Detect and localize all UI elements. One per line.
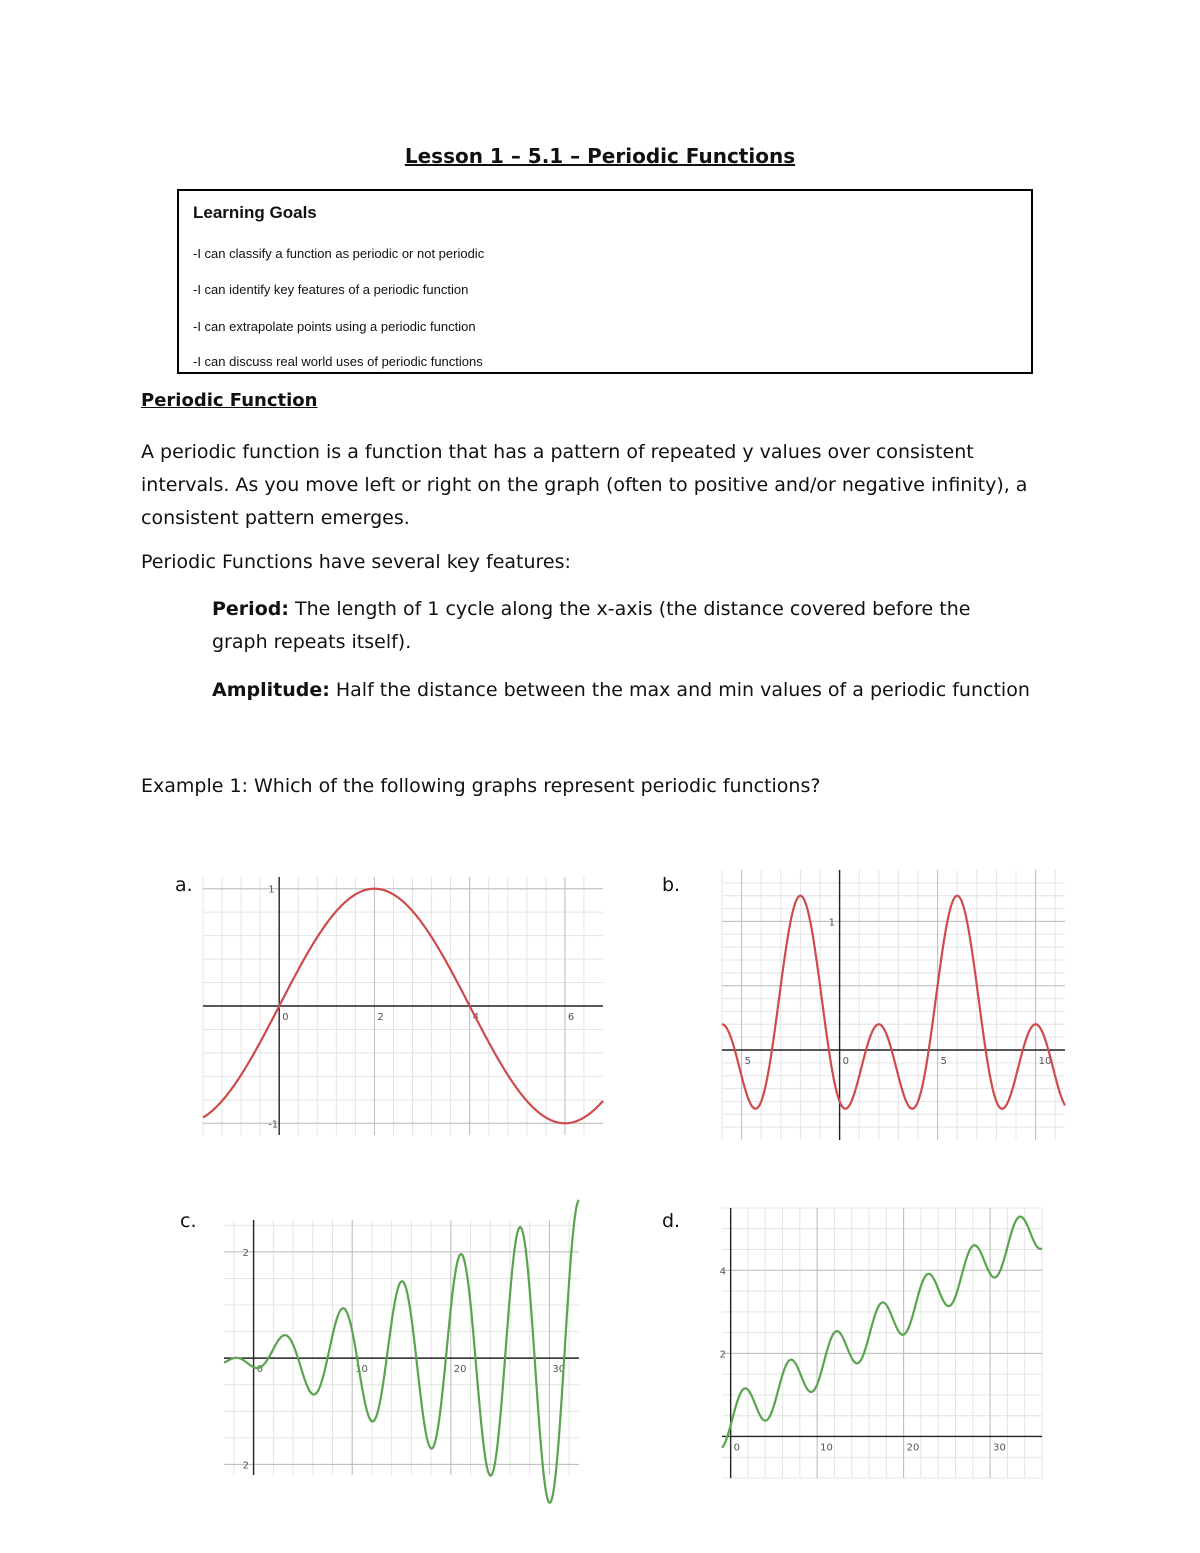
x-tick-label: 4 xyxy=(472,1012,480,1023)
amplitude-term: Amplitude: xyxy=(212,679,330,701)
y-tick-label: -1 xyxy=(268,1119,279,1131)
series-line xyxy=(722,896,1065,1109)
period-term: Period: xyxy=(212,598,289,620)
x-tick-label: 10 xyxy=(820,1442,833,1454)
y-tick-label: 2 xyxy=(242,1460,249,1472)
x-tick-label: 0 xyxy=(733,1442,741,1454)
period-text-continued: graph repeats itself). xyxy=(212,631,412,653)
y-tick-label: 2 xyxy=(719,1349,727,1361)
definition-paragraph: A periodic function is a function that has a pattern of repeated y values over consistent intervals. As you move left or right on the graph (often to positive and/or negative infinity), a consistent pattern emerges. xyxy=(141,441,1028,529)
page-title: Lesson 1 – 5.1 – Periodic Functions xyxy=(404,144,796,168)
x-tick-label: 0 xyxy=(842,1056,849,1067)
graph-d-label: d. xyxy=(662,1210,681,1232)
learning-goals-box xyxy=(177,189,1033,374)
x-tick-label: 2 xyxy=(377,1012,384,1023)
graph-a-label: a. xyxy=(175,874,193,896)
y-tick-label: 1 xyxy=(268,884,275,896)
y-tick-label: 4 xyxy=(719,1266,727,1278)
y-tick-label: 2 xyxy=(242,1247,249,1259)
amplitude-text: Half the distance between the max and min values of a periodic function xyxy=(329,679,1030,701)
graph-c xyxy=(224,1220,579,1475)
x-tick-label: 20 xyxy=(453,1364,467,1376)
graph-d xyxy=(719,1208,1042,1478)
graph-a xyxy=(203,877,603,1135)
goal-item: -I can discuss real world uses of periodic functions xyxy=(193,354,483,369)
x-tick-label: 5 xyxy=(940,1056,947,1067)
series-line xyxy=(224,1200,579,1503)
goal-item: -I can identify key features of a periodic function xyxy=(193,282,469,297)
learning-goals-heading: Learning Goals xyxy=(193,203,317,222)
x-tick-label: 0 xyxy=(282,1012,289,1023)
example-text: : Which of the following graphs represent periodic functions? xyxy=(241,775,821,797)
x-tick-label: 30 xyxy=(993,1442,1006,1454)
x-tick-label: 5 xyxy=(744,1056,751,1067)
goal-item: -I can extrapolate points using a periodic function xyxy=(193,319,476,334)
x-tick-label: 30 xyxy=(552,1364,566,1376)
features-intro: Periodic Functions have several key features: xyxy=(141,551,571,573)
section-heading: Periodic Function xyxy=(141,390,318,411)
graph-c-label: c. xyxy=(180,1210,197,1232)
x-tick-label: 10 xyxy=(355,1364,368,1376)
y-tick-label: 1 xyxy=(828,917,835,929)
graph-b xyxy=(722,870,1065,1140)
example-prefix: Example 1 xyxy=(141,775,242,797)
goal-item: -I can classify a function as periodic or not periodic xyxy=(193,246,485,261)
x-tick-label: 20 xyxy=(906,1442,920,1454)
example-question xyxy=(141,775,820,797)
x-tick-label: 0 xyxy=(256,1364,263,1376)
amplitude-definition xyxy=(212,679,1030,701)
graph-b-label: b. xyxy=(662,874,681,896)
period-definition xyxy=(212,598,970,620)
x-tick-label: 6 xyxy=(567,1012,575,1023)
x-tick-label: 10 xyxy=(1038,1056,1052,1067)
period-text: The length of 1 cycle along the x-axis (the distance covered before the xyxy=(288,598,971,620)
